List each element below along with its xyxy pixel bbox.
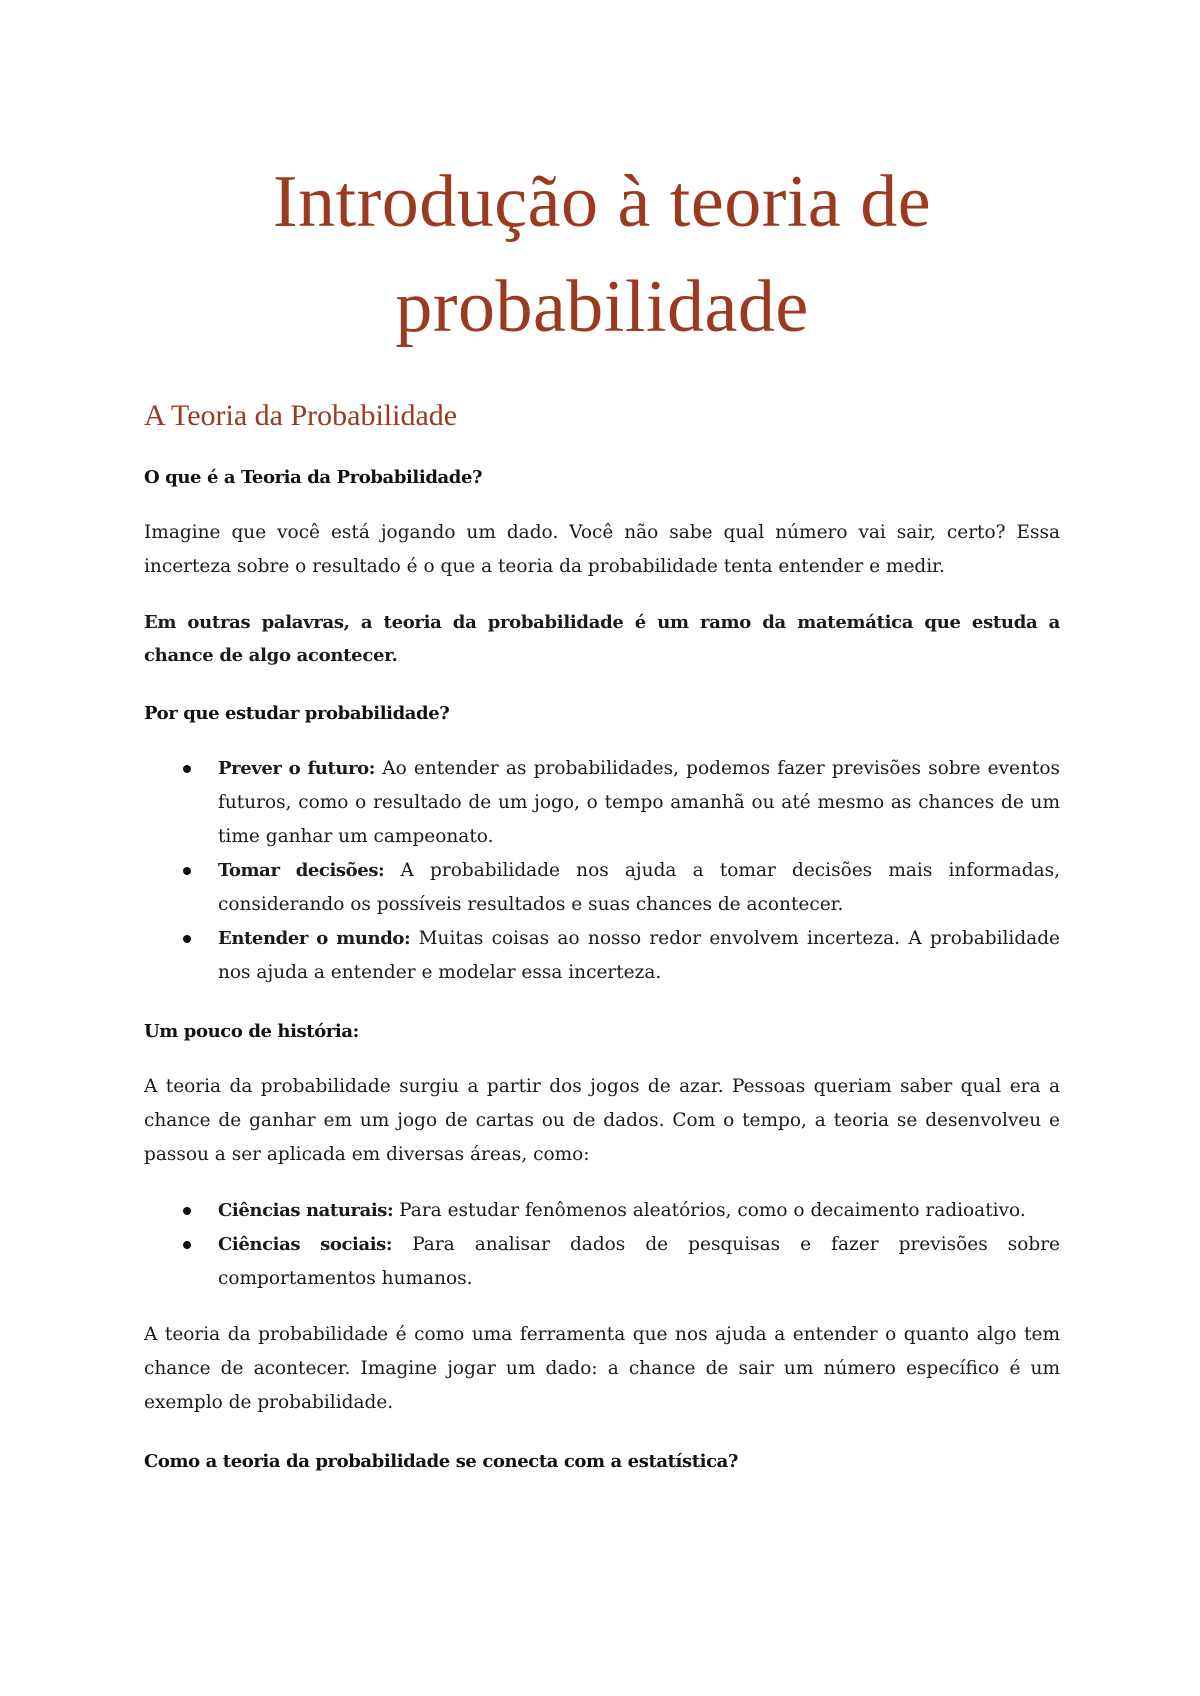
title-line-2: probabilidade (395, 266, 809, 348)
list-item-term: Ciências sociais: (218, 1234, 393, 1255)
bullet-icon (183, 765, 191, 773)
list-item (218, 1194, 1060, 1228)
list-item (218, 752, 1060, 854)
list-item-text: Muitas coisas ao nosso redor envolvem incerteza. A probabilidade nos ajuda a entender e modelar essa incerteza. (218, 928, 1060, 983)
section-heading: A Teoria da Probabilidade (144, 399, 458, 432)
list-item (218, 922, 1060, 990)
question-history: Um pouco de história: (144, 1021, 359, 1042)
list-item-term: Tomar decisões: (218, 860, 385, 881)
bullet-icon (183, 867, 191, 875)
document-title (144, 150, 1060, 360)
paragraph-tool: A teoria da probabilidade é como uma ferramenta que nos ajuda a entender o quanto algo tem chance de acontecer. Imagine jogar um dado: a chance de sair um número específico é um exemplo de probabilidade. (144, 1324, 1060, 1413)
list-item (218, 1228, 1060, 1296)
list-item-text: Ao entender as probabilidades, podemos fazer previsões sobre eventos futuros, como o resultado de um jogo, o tempo amanhã ou até mesmo as chances de um time ganhar um campeonato. (218, 758, 1060, 847)
bullet-icon (183, 1241, 191, 1249)
bullet-icon (183, 1207, 191, 1215)
paragraph-definition: Em outras palavras, a teoria da probabilidade é um ramo da matemática que estuda a chance de algo acontecer. (144, 612, 1060, 666)
list-item-text: A probabilidade nos ajuda a tomar decisões mais informadas, considerando os possíveis resultados e suas chances de acontecer. (218, 860, 1060, 915)
list-item-term: Entender o mundo: (218, 928, 411, 949)
paragraph-intro: Imagine que você está jogando um dado. Você não sabe qual número vai sair, certo? Essa incerteza sobre o resultado é o que a teoria da probabilidade tenta entender e medir. (144, 522, 1060, 577)
reasons-list (144, 752, 1060, 990)
question-what-is: O que é a Teoria da Probabilidade? (144, 467, 483, 488)
title-line-1: Introdução à teoria de (272, 161, 932, 243)
list-item (218, 854, 1060, 922)
question-statistics: Como a teoria da probabilidade se conecta com a estatística? (144, 1451, 739, 1472)
areas-list (144, 1194, 1060, 1296)
paragraph-history: A teoria da probabilidade surgiu a partir dos jogos de azar. Pessoas queriam saber qual era a chance de ganhar em um jogo de cartas ou de dados. Com o tempo, a teoria se desenvolveu e passou a ser aplicada em diversas áreas, como: (144, 1076, 1060, 1165)
question-why-study: Por que estudar probabilidade? (144, 703, 450, 724)
list-item-term: Prever o futuro: (218, 758, 376, 779)
list-item-text: Para estudar fenômenos aleatórios, como o decaimento radioativo. (399, 1200, 1026, 1221)
list-item-term: Ciências naturais: (218, 1200, 394, 1221)
bullet-icon (183, 935, 191, 943)
list-item-text: Para analisar dados de pesquisas e fazer previsões sobre comportamentos humanos. (218, 1234, 1060, 1289)
